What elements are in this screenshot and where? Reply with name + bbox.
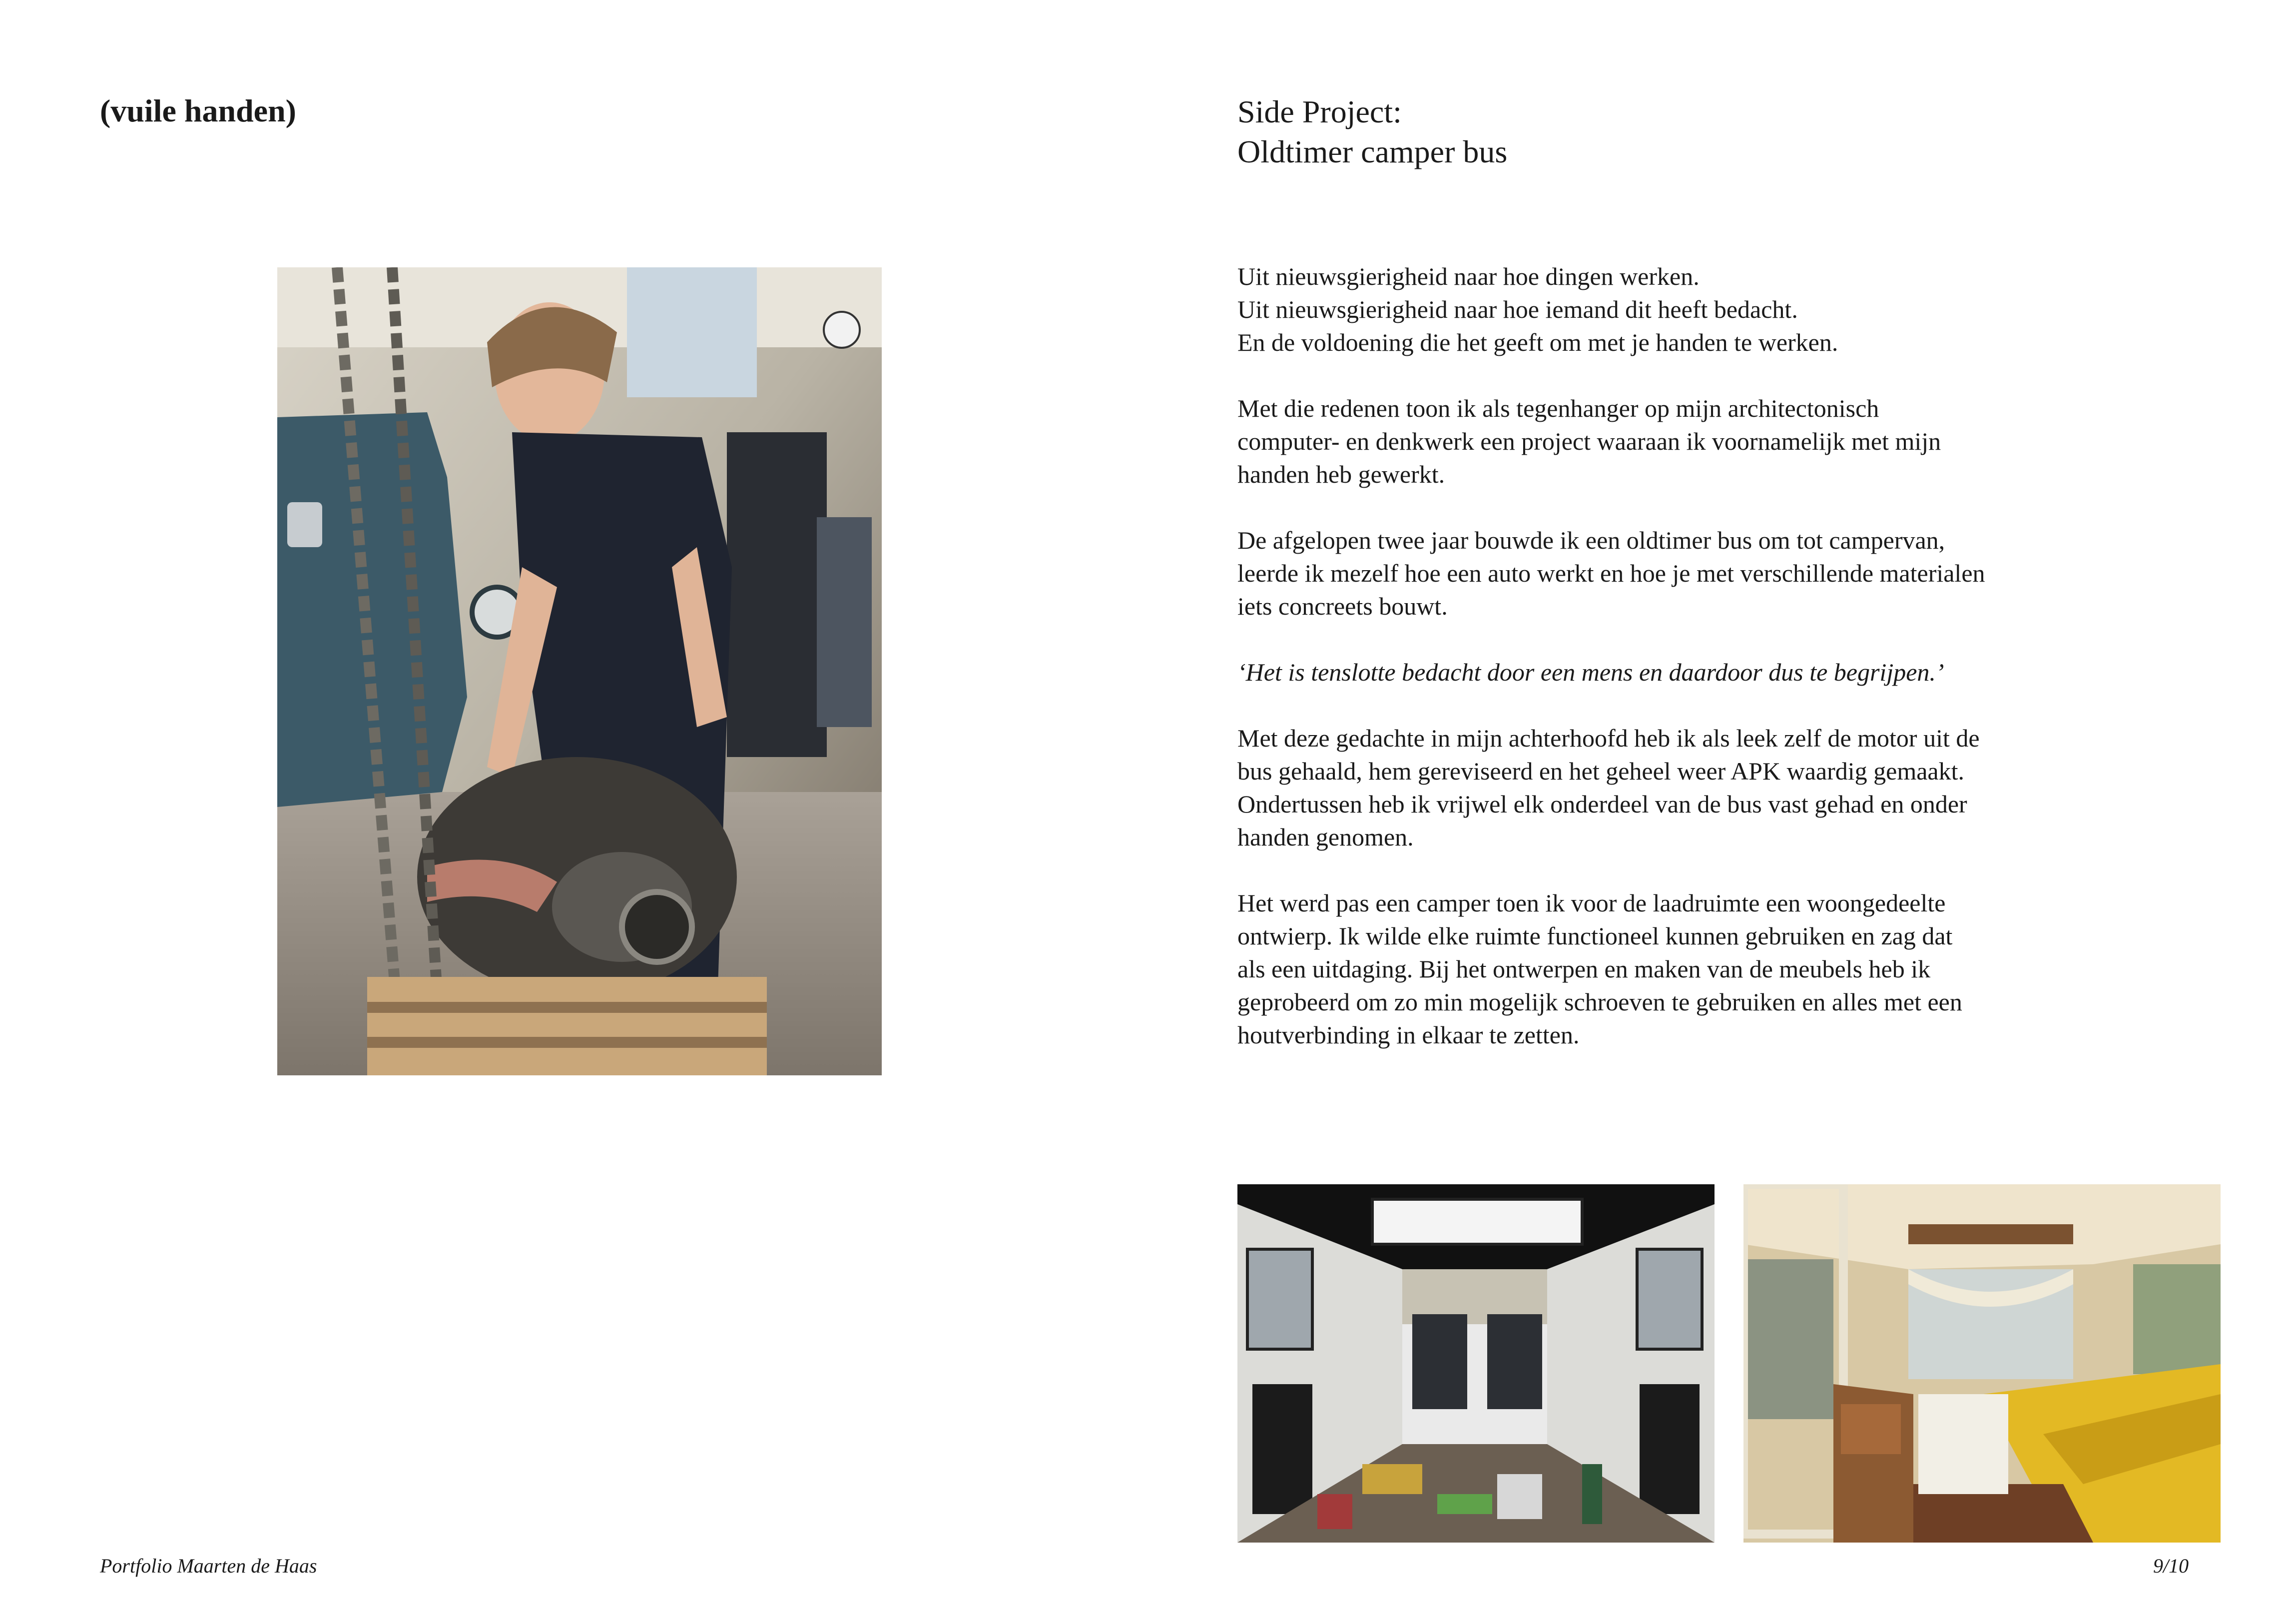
text-line: Uit nieuwsgierigheid naar hoe dingen werken. <box>1237 262 1700 290</box>
photo-engine-repair <box>277 267 882 1075</box>
text-line: handen genomen. <box>1237 823 1414 851</box>
text-line: bus gehaald, hem gereviseerd en het geheel weer APK waardig gemaakt. <box>1237 757 1964 785</box>
text-line: iets concreets bouwt. <box>1237 592 1448 620</box>
text-line: Met deze gedachte in mijn achterhoofd heb ik als leek zelf de motor uit de <box>1237 724 1980 752</box>
text-line: handen heb gewerkt. <box>1237 460 1445 488</box>
paragraph-conversion <box>1237 524 2087 623</box>
left-page-heading: (vuile handen) <box>100 93 296 128</box>
photo-van-interior-finished <box>1743 1184 2221 1543</box>
paragraph-quote <box>1237 656 2087 689</box>
text-line: Met die redenen toon ik als tegenhanger op mijn architectonisch <box>1237 394 1879 422</box>
project-title <box>1237 92 1507 172</box>
project-title-line1: Side Project: <box>1237 94 1402 129</box>
project-title-line2: Oldtimer camper bus <box>1237 134 1508 169</box>
text-line: Uit nieuwsgierigheid naar hoe iemand dit heeft bedacht. <box>1237 295 1798 323</box>
paragraph-motivation <box>1237 260 2087 359</box>
text-line: Ondertussen heb ik vrijwel elk onderdeel van de bus vast gehad en onder <box>1237 790 1967 818</box>
text-line: houtverbinding in elkaar te zetten. <box>1237 1021 1580 1049</box>
text-line: als een uitdaging. Bij het ontwerpen en maken van de meubels heb ik <box>1237 955 1931 983</box>
footer-portfolio-title: Portfolio Maarten de Haas <box>100 1555 317 1577</box>
page-number: 9/10 <box>2153 1555 2189 1577</box>
quote-line: ‘Het is tenslotte bedacht door een mens en daardoor dus te begrijpen.’ <box>1237 658 1944 686</box>
text-line: geprobeerd om zo min mogelijk schroeven te gebruiken en alles met een <box>1237 988 1962 1016</box>
text-line: leerde ik mezelf hoe een auto werkt en hoe je met verschillende materialen <box>1237 559 1985 587</box>
project-description <box>1237 260 2087 1084</box>
text-line: computer- en denkwerk een project waaraan ik voornamelijk met mijn <box>1237 427 1941 455</box>
photo-van-interior-construction <box>1237 1184 1715 1543</box>
text-line: Het werd pas een camper toen ik voor de laadruimte een woongedeelte <box>1237 889 1946 917</box>
text-line: En de voldoening die het geeft om met je handen te werken. <box>1237 328 1838 356</box>
text-line: De afgelopen twee jaar bouwde ik een oldtimer bus om tot campervan, <box>1237 526 1945 554</box>
paragraph-counterpart <box>1237 392 2087 491</box>
paragraph-camper <box>1237 886 2087 1051</box>
paragraph-engine <box>1237 722 2087 853</box>
text-line: ontwierp. Ik wilde elke ruimte functioneel kunnen gebruiken en zag dat <box>1237 922 1953 950</box>
